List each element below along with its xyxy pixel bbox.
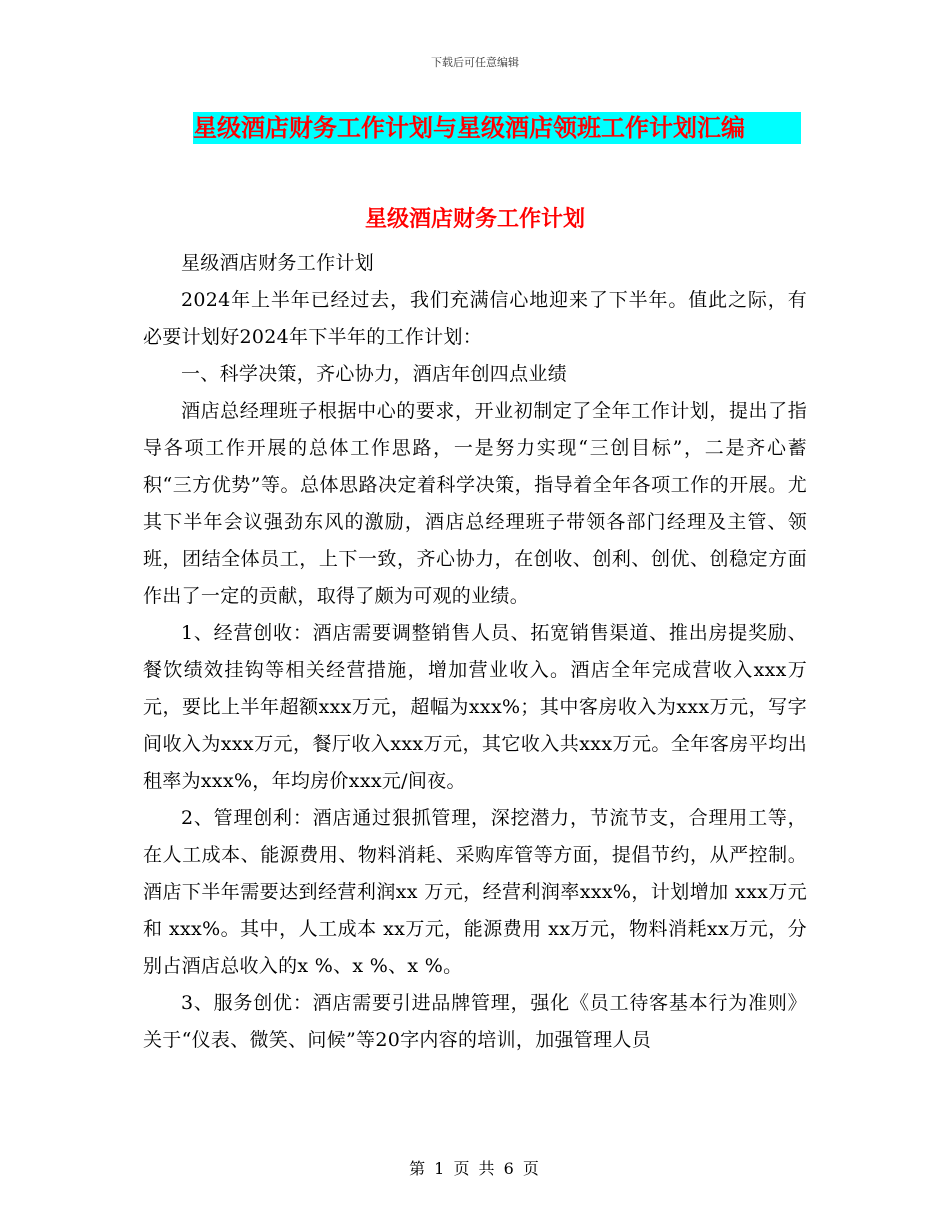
paragraph: 酒店总经理班子根据中心的要求，开业初制定了全年工作计划，提出了指导各项工作开展的总体工作思路，一是努力实现“三创目标”，二是齐心蓄积“三方优势”等。总体思路决定着科学决策，指导着全年各项工作的开展。尤其下半年会议强劲东风的激励，酒店总经理班子带领各部门经理及主管、领班，团结全体员工，上下一致，齐心协力，在创收、创利、创优、创稳定方面作出了一定的贡献，取得了颇为可观的业绩。 xyxy=(143,400,807,607)
document-body xyxy=(143,245,807,1059)
main-title-highlight xyxy=(193,112,801,144)
main-title: 星级酒店财务工作计划与星级酒店领班工作计划汇编 xyxy=(193,114,745,142)
paragraph: 2、管理创利：酒店通过狠抓管理，深挖潜力，节流节支，合理用工等，在人工成本、能源费用、物料消耗、采购库管等方面，提倡节约，从严控制。酒店下半年需要达到经营利润xx 万元，经营利润率xxx%，计划增加 xxx万元和 xxx%。其中，人工成本 xx万元，能源费用 xx万元，物料消耗xx万元，分别占酒店总收入的x %、x %、x %。 xyxy=(143,807,807,977)
paragraph: 星级酒店财务工作计划 xyxy=(181,252,375,274)
paragraph: 2024年上半年已经过去，我们充满信心地迎来了下半年。值此之际，有必要计划好2024年下半年的工作计划： xyxy=(143,289,807,348)
paragraph: 一、科学决策，齐心协力，酒店年创四点业绩 xyxy=(181,363,568,385)
paragraph: 1、经营创收：酒店需要调整销售人员、拓宽销售渠道、推出房提奖励、餐饮绩效挂钩等相关经营措施，增加营业收入。酒店全年完成营收入xxx万元，要比上半年超额xxx万元，超幅为xxx%；其中客房收入为xxx万元，写字间收入为xxx万元，餐厅收入xxx万元，其它收入共xxx万元。全年客房平均出租率为xxx%，年均房价xxx元/间夜。 xyxy=(143,622,807,792)
download-edit-note: 下载后可任意编辑 xyxy=(431,56,519,69)
paragraph: 3、服务创优：酒店需要引进品牌管理，强化《员工待客基本行为准则》关于“仪表、微笑、问候”等20字内容的培训，加强管理人员 xyxy=(143,992,807,1051)
section-title: 星级酒店财务工作计划 xyxy=(364,207,585,232)
page-footer: 第 1 页 共 6 页 xyxy=(409,1159,541,1178)
